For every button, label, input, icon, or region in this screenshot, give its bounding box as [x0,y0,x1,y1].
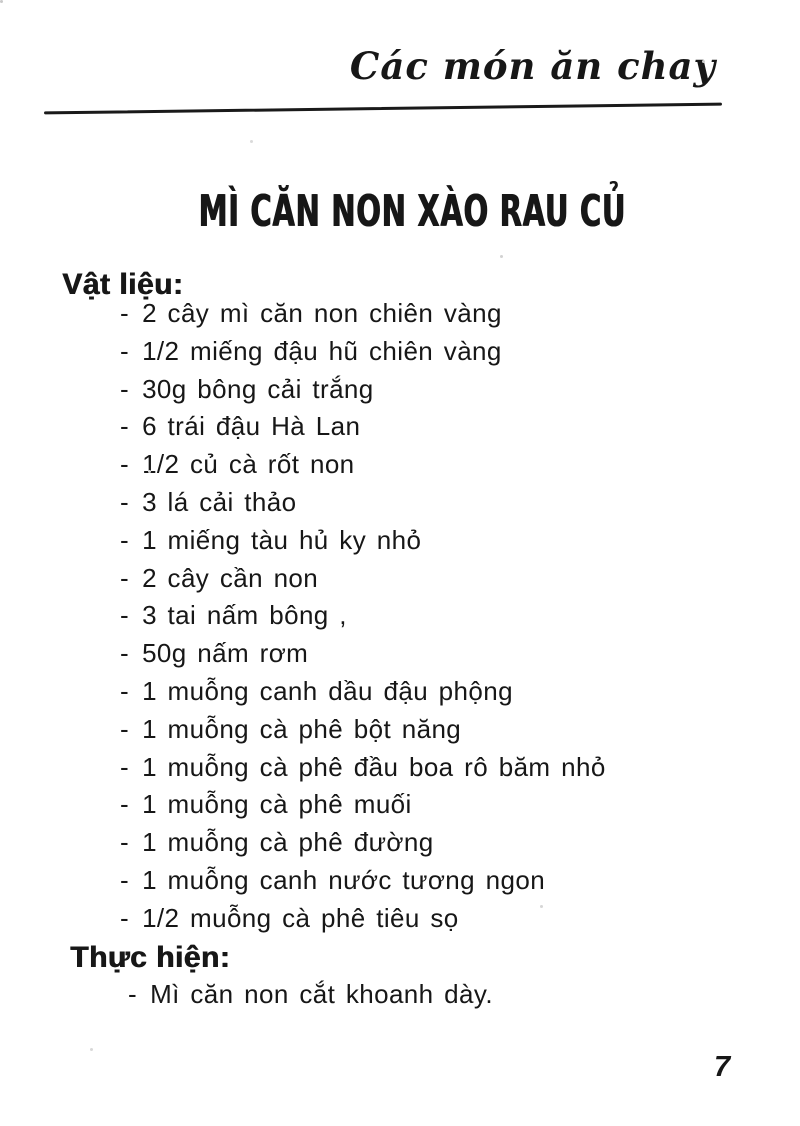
ingredient-text: 2 cây cần non [142,562,319,593]
ingredient-item [120,484,606,522]
step-text: Mì căn non cắt khoanh dày. [150,979,493,1009]
ingredient-item [120,711,606,749]
ingredient-item [120,408,606,446]
ingredient-item [120,635,606,673]
bullet-dash: - [120,411,130,442]
bullet-dash: - [120,827,130,858]
ingredient-item [120,900,606,938]
bullet-dash: - [120,486,130,517]
ingredient-text: 1 muỗng cà phê đường [142,827,434,858]
bullet-dash: - [120,449,130,480]
bullet-dash: - [120,600,130,631]
bullet-dash: - [120,751,130,782]
ingredient-text: 1 muỗng cà phê muối [142,789,412,820]
ingredient-item [120,749,606,787]
ingredient-item [120,597,606,635]
ingredient-item [120,786,606,824]
ingredient-text: 6 trái đậu Hà Lan [142,411,361,442]
steps-list [128,976,493,1014]
page-number: 7 [714,1051,731,1083]
bullet-dash: - [120,789,130,820]
ingredient-item [120,446,606,484]
steps-heading: Thực hiện: [70,941,231,974]
ingredient-text: 1 miếng tàu hủ ky nhỏ [142,524,422,555]
ingredient-text: 1 muỗng canh dầu đậu phộng [142,675,513,706]
ingredient-item [120,333,606,371]
ingredient-text: 3 lá cải thảo [142,486,297,517]
bullet-dash: - [120,373,130,404]
ingredient-text: 1/2 củ cà rốt non [142,449,355,480]
scan-noise [0,0,2,2]
ingredient-item [120,371,606,409]
ingredient-item [120,295,606,333]
ingredient-text: 2 cây mì căn non chiên vàng [142,298,502,328]
running-header: Các món ăn chay [349,44,716,88]
bullet-dash: - [128,979,138,1009]
recipe-title: MÌ CĂN NON XÀO RAU CỦ [198,186,626,237]
bullet-dash: - [120,675,130,706]
step-item [128,976,493,1014]
ingredient-item [120,824,606,862]
ingredient-item [120,673,606,711]
ingredient-item [120,862,606,900]
ingredient-text: 1/2 miếng đậu hũ chiên vàng [142,335,502,366]
bullet-dash: - [120,562,130,593]
header-rule [44,103,722,115]
ingredient-text: 30g bông cải trắng [142,373,374,404]
bullet-dash: - [120,638,130,669]
ingredient-text: 1 muỗng canh nước tương ngon [142,864,546,895]
ingredient-text: 50g nấm rơm [142,638,309,669]
bullet-dash: - [120,864,130,895]
bullet-dash: - [120,713,130,744]
bullet-dash: - [120,902,130,933]
ingredients-list [120,295,606,938]
ingredient-text: 1 muỗng cà phê bột năng [142,713,462,744]
ingredients-heading: Vật liệu: [62,268,184,301]
bullet-dash: - [120,335,130,366]
ingredient-text: 1/2 muỗng cà phê tiêu sọ [142,902,459,933]
ingredient-text: 1 muỗng cà phê đầu boa rô băm nhỏ [142,751,606,782]
ingredient-text: 3 tai nấm bông , [142,600,347,631]
ingredient-item [120,522,606,560]
ingredient-item [120,560,606,598]
bullet-dash: - [120,298,130,328]
bullet-dash: - [120,524,130,555]
